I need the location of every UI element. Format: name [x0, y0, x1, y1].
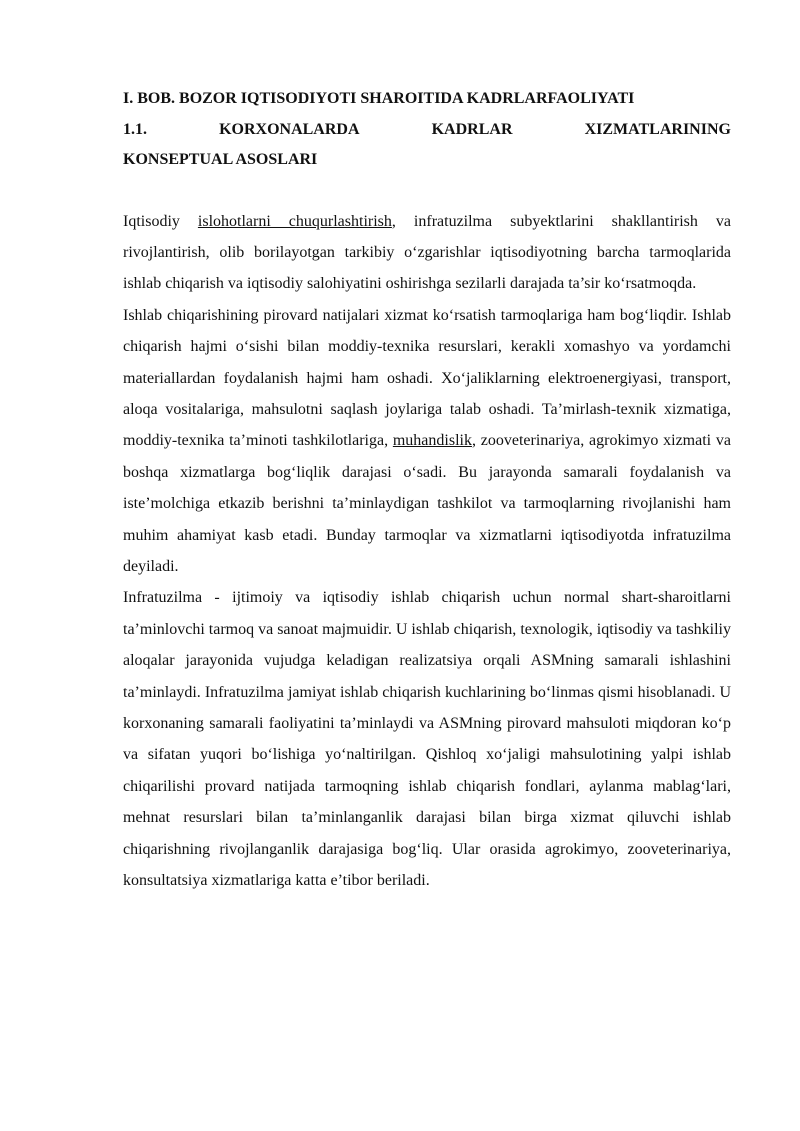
- section-number: 1.1.: [123, 120, 147, 138]
- paragraph-1-rest: , infratuzilma subyektlarini shakllantirish va rivojlantirish, olib borilayotgan tarkibiy o‘zgarishlar iqtisodiyotning barcha tarmoqlarida ishlab chiqarish va iqtisodiy salohiyatini oshirishga sezilarli darajada ta’sir ko‘rsatmoqda.: [123, 212, 731, 293]
- section-title-word-2: KADRLAR: [431, 120, 513, 138]
- paragraph-2: [123, 300, 731, 583]
- section-title-line: [123, 115, 731, 146]
- paragraph-2-rest: , zooveterinariya, agrokimyo xizmati va boshqa xizmatlarga bog‘liqlik darajasi o‘sadi. Bu jarayonda samarali foydalanish va iste’molchiga etkazib berishni ta’minlaydigan tashkilot va tarmoqlarning rivojlanishi ham muhim ahamiyat kasb etadi. Bunday tarmoqlar va xizmatlarni iqtisodiyotda infratuzilma deyiladi.: [123, 432, 732, 575]
- page-content: [123, 84, 731, 896]
- paragraph-2-start: Ishlab chiqarishining pirovard natijalari xizmat ko‘rsatish tarmoqlariga ham bog‘liqdir. Ishlab chiqarish hajmi o‘sishi bilan moddiy-texnika resurslari, kerakli xomashyo va yordamchi materiallardan foydalanish hajmi ham oshadi. Xo‘jaliklarning elektroenergiyasi, transport, aloqa vositalariga, mahsulotni saqlash joylariga talab oshadi. Ta’mirlash-texnik xizmatiga, moddiy-texnika ta’minoti tashkilotlariga,: [123, 306, 731, 450]
- paragraph-1-start: Iqtisodiy: [123, 212, 198, 230]
- section-title-end: KONSEPTUAL ASOSLARI: [123, 151, 318, 168]
- underlined-term-link[interactable]: islohotlarni chuqurlashtirish: [197, 212, 392, 230]
- paragraph-1: [123, 206, 731, 300]
- section-title-word-3: XIZMATLARINING: [584, 120, 731, 138]
- chapter-heading: [123, 84, 731, 176]
- chapter-title: I. BOB. BOZOR IQTISODIYOTI SHAROITIDA KADRLARFAOLIYATI: [123, 90, 635, 107]
- section-title-word-1: KORXONALARDA: [219, 120, 360, 138]
- underlined-term-link[interactable]: muhandislik: [392, 432, 472, 450]
- heading-spacer: [123, 176, 731, 206]
- paragraph-3: Infratuzilma - ijtimoiy va iqtisodiy ishlab chiqarish uchun normal shart-sharoitlarni ta’minlovchi tarmoq va sanoat majmuidir. U ishlab chiqarish, texnologik, iqtisodiy va tashkiliy aloqalar jarayonida vujudga keladigan realizatsiya orqali ASMning samarali ishlashini ta’minlaydi. Infratuzilma jamiyat ishlab chiqarish kuchlarining bo‘linmas qismi hisoblanadi. U korxonaning samarali faoliyatini ta’minlaydi va ASMning pirovard mahsuloti miqdoran ko‘p va sifatan yuqori bo‘lishiga yo‘naltirilgan. Qishloq xo‘jaligi mahsulotining yalpi ishlab chiqarilishi provard natijada tarmoqning ishlab chiqarish fondlari, aylanma mablag‘lari, mehnat resurslari bilan ta’minlanganlik darajasi bilan birga xizmat qiluvchi ishlab chiqarishning rivojlanganlik darajasiga bog‘liq. Ular orasida agrokimyo, zooveterinariya, konsultatsiya xizmatlariga katta e’tibor beriladi.: [123, 589, 731, 890]
